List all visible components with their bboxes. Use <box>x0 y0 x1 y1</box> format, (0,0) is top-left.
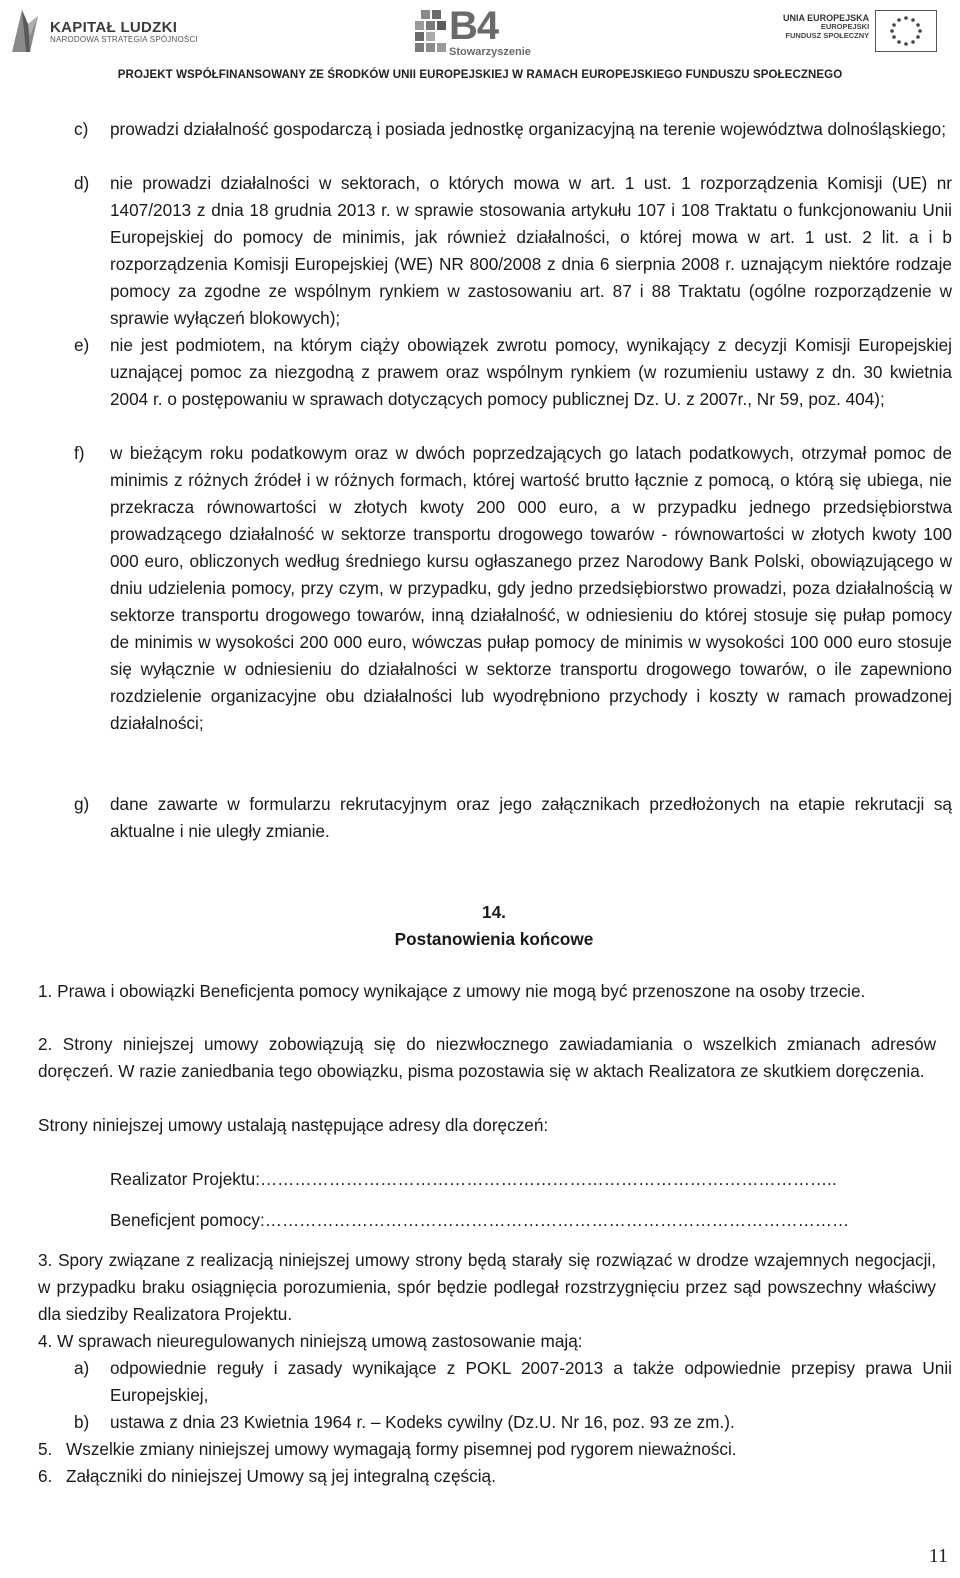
list-text: dane zawarte w formularzu rekrutacyjnym oraz jego załącznikach przedłożonych na etapie rekrutacji są aktualne i nie uległy zmianie. <box>110 794 952 841</box>
list-item-f <box>74 440 952 737</box>
list-item-b <box>74 1409 952 1436</box>
list-label: 6. <box>38 1466 53 1486</box>
eu-flag-icon <box>875 10 937 52</box>
list-text: prowadzi działalność gospodarczą i posiada jednostkę organizacyjną na terenie województwa dolnośląskiego; <box>110 119 947 139</box>
numbered-item-5 <box>38 1436 938 1463</box>
address-beneficjent: Beneficjent pomocy:………………………………………………………………………………………… <box>110 1210 850 1230</box>
kapital-ludzki-logo <box>8 6 198 58</box>
list-item-a <box>74 1355 952 1409</box>
paragraph-2b: Strony niniejszej umowy ustalają następujące adresy dla doręczeń: <box>38 1115 549 1135</box>
list-text: nie prowadzi działalności w sektorach, o których mowa w art. 1 ust. 1 rozporządzenia Komisji (UE) nr 1407/2013 z dnia 18 grudnia 2013 r. w sprawie stosowania artykułu 107 i 108 Traktatu o funkcjonowaniu Unii Europejskiej do pomocy de minimis, jak również działalności, o której mowa w art. 1 ust. 2 lit. a i b rozporządzenia Komisji Europejskiej (WE) NR 800/2008 z dnia 6 sierpnia 2008 r. uznającym niektóre rodzaje pomocy za zgodne ze wspólnym rynkiem w zastosowaniu art. 87 i 88 Traktatu (ogólne rozporządzenie w sprawie wyłączeń blokowych); <box>110 173 952 328</box>
b4-subtitle: Stowarzyszenie <box>449 46 531 58</box>
list-text: nie jest podmiotem, na którym ciąży obowiązek zwrotu pomocy, wynikający z decyzji Komisji Europejskiej uznającej pomoc za niezgodną z prawem oraz wspólnym rynkiem (w rozumieniu ustawy z dn. 30 kwietnia 2004 r. o postępowaniu w sprawach dotyczących pomocy publicznej Dz. U. z 2007r., Nr 59, poz. 404); <box>110 335 952 409</box>
eu-logo <box>783 10 937 52</box>
page-number: 11 <box>928 1545 948 1567</box>
b4-logo <box>413 4 531 60</box>
address-realizator: Realizator Projektu:……………………………………………………………………………………….. <box>110 1169 837 1189</box>
section-title: Postanowienia końcowe <box>394 929 594 949</box>
list-label: f) <box>74 443 85 463</box>
list-text: ustawa z dnia 23 Kwietnia 1964 r. – Kodeks cywilny (Dz.U. Nr 16, poz. 93 ze zm.). <box>110 1412 735 1432</box>
eu-line-2: EUROPEJSKI <box>820 22 870 32</box>
list-label: a) <box>74 1358 90 1378</box>
list-item-d <box>74 170 952 332</box>
list-label: g) <box>74 794 90 814</box>
list-text: Załączniki do niniejszej Umowy są jej integralną częścią. <box>66 1466 496 1486</box>
list-label: e) <box>74 335 90 355</box>
project-banner: PROJEKT WSPÓŁFINANSOWANY ZE ŚRODKÓW UNII EUROPEJSKIEJ W RAMACH EUROPEJSKIEGO FUNDUSZU SPOŁECZNEGO <box>117 69 843 81</box>
list-item-g <box>74 791 952 845</box>
list-text: odpowiednie reguły i zasady wynikające z POKL 2007-2013 a także odpowiednie przepisy prawa Unii Europejskiej, <box>110 1358 952 1405</box>
eu-line-3: FUNDUSZ SPOŁECZNY <box>785 30 870 40</box>
paragraph-3: 3. Spory związane z realizacją niniejszej umowy strony będą starały się rozwiązać w drodze wzajemnych negocjacji, w przypadku braku osiągnięcia porozumienia, spór będzie podlegał rozstrzygnięciu przez sąd powszechny właściwy dla siedziby Realizatora Projektu. <box>38 1250 936 1324</box>
list-label: c) <box>74 119 89 139</box>
list-text: Wszelkie zmiany niniejszej umowy wymagają formy pisemnej pod rygorem nieważności. <box>66 1439 737 1459</box>
paragraph-1: 1. Prawa i obowiązki Beneficjenta pomocy wynikające z umowy nie mogą być przenoszone na osoby trzecie. <box>38 981 866 1001</box>
list-label: d) <box>74 173 90 193</box>
section-number: 14. <box>482 902 506 922</box>
list-label: 5. <box>38 1439 53 1459</box>
list-item-e <box>74 332 952 413</box>
eu-line-1: UNIA EUROPEJSKA <box>783 13 870 23</box>
b4-title: B4 <box>449 4 499 48</box>
paragraph-4: 4. W sprawach nieuregulowanych niniejszą umową zastosowanie mają: <box>38 1331 583 1351</box>
list-label: b) <box>74 1412 90 1432</box>
paragraph-2: 2. Strony niniejszej umowy zobowiązują się do niezwłocznego zawiadamiania o wszelkich zmianach adresów doręczeń. W razie zaniedbania tego obowiązku, pisma pozostawia się w aktach Realizatora ze skutkiem doręczenia. <box>38 1034 936 1081</box>
kapital-ludzki-emblem-icon <box>8 6 44 58</box>
kapital-ludzki-title: KAPITAŁ LUDZKI <box>50 18 178 36</box>
numbered-item-6 <box>38 1463 938 1490</box>
page-header <box>0 0 960 90</box>
b4-emblem-icon <box>413 8 447 58</box>
list-text: w bieżącym roku podatkowym oraz w dwóch poprzedzających go latach podatkowych, otrzymał pomoc de minimis z różnych źródeł i w różnych formach, której wartość brutto łącznie z pomocą, o którą się ubiega, nie przekracza równowartości w złotych kwoty 200 000 euro, a w przypadku jednego przedsiębiorstwa prowadzącego działalność w sektorze transportu drogowego towarów - równowartości w złotych kwoty 100 000 euro, obliczonych według średniego kursu ogłaszanego przez Narodowy Bank Polski, obowiązującego w dniu udzielenia pomocy, przy czym, w przypadku, gdy jedno przedsiębiorstwo prowadzi, poza działalnością w sektorze transportu drogowego towarów, inną działalność, w odniesieniu do której stosuje się pułap pomocy de minimis w wysokości 200 000 euro, wówczas pułap pomocy de minimis w wysokości 100 000 euro stosuje się wyłącznie w odniesieniu do działalności w sektorze transportu drogowego towarów, o ile zapewniono rozdzielenie organizacyjne obu działalności lub wyodrębniono przychody i koszty w ramach prowadzonej działalności; <box>110 443 952 733</box>
kapital-ludzki-subtitle: NARODOWA STRATEGIA SPÓJNOŚCI <box>50 34 198 44</box>
list-item-c <box>74 116 952 143</box>
